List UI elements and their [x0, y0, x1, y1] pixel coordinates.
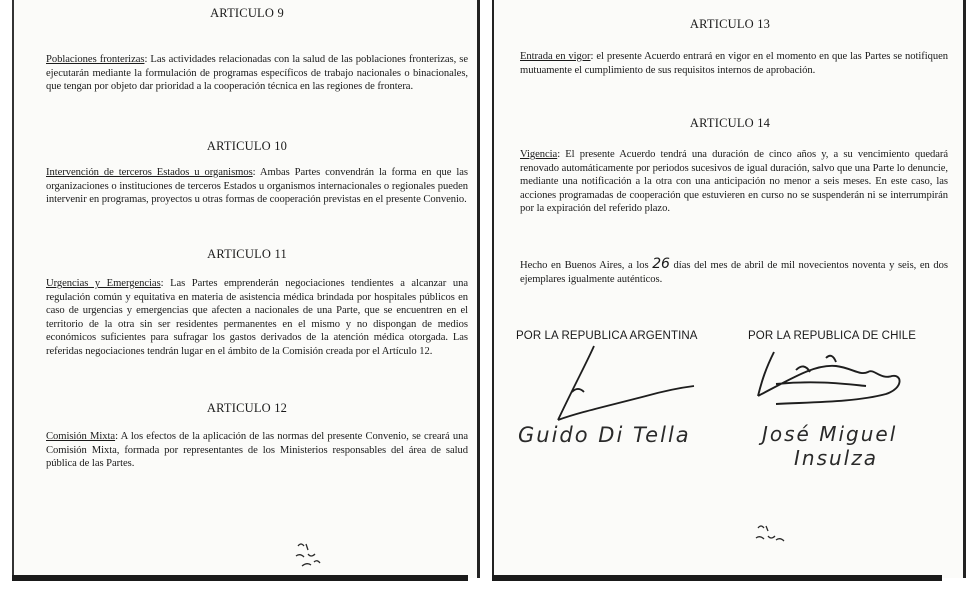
- initials-mark-right: [752, 520, 792, 550]
- article-9-term: Poblaciones fronterizas: [46, 54, 145, 65]
- article-13-text: : el presente Acuerdo entrará en vigor en el momento en que las Partes se notifiquen mutuamente el cumplimiento de sus requisitos internos de aprobación.: [520, 51, 948, 76]
- article-12-term: Comisión Mixta: [46, 431, 116, 442]
- article-12-body: [46, 430, 468, 471]
- article-9-body: [46, 53, 468, 94]
- article-11-body: [46, 277, 468, 359]
- left-page-bottom-edge: [12, 575, 468, 581]
- right-page-bottom-edge: [492, 575, 942, 581]
- closing-statement: [520, 258, 948, 286]
- closing-day: 26: [652, 256, 670, 272]
- article-10-body: [46, 166, 468, 207]
- left-page: [12, 0, 480, 578]
- chile-signatory-name-line2: Insulza: [794, 446, 878, 470]
- chile-label: POR LA REPUBLICA DE CHILE: [748, 330, 917, 342]
- article-11-heading: ARTICULO 11: [207, 247, 287, 261]
- article-9-heading: ARTICULO 9: [210, 6, 284, 20]
- article-10-heading: ARTICULO 10: [206, 139, 288, 153]
- initials-mark-left: [292, 536, 332, 572]
- article-9-text: : Las actividades relacionadas con la salud de las poblaciones fronterizas, se ejecutarán mediante la formulación de programas específicos de trabajo nacionales o binacionales, que tengan por objeto dar prioridad a la cooperación técnica en las regiones de frontera.: [46, 54, 468, 93]
- article-13-term: Entrada en vigor: [520, 51, 591, 62]
- article-10-text: : Ambas Partes convendrán la forma en que las organizaciones o instituciones de terceros Estados u organismos internacionales o regionales pueden intervenir en programas, proyectos u otras formas de cooperación previstas en el presente Convenio.: [46, 167, 468, 206]
- argentina-signatory-name: Guido Di Tella: [518, 423, 691, 447]
- argentina-label: POR LA REPUBLICA ARGENTINA: [516, 330, 698, 342]
- right-page: [492, 0, 966, 578]
- article-14-term: Vigencia: [520, 149, 558, 160]
- article-11-text: : Las Partes emprenderán negociaciones tendientes a alcanzar una regulación común y equitativa en materia de asistencia médica brindada por hospitales públicos en caso de urgencias y emergencias que afecten a nacionales de una Parte, que se encuentren en el territorio de la otra sin ser residentes permanentes en el mismo y no dispongan de medios económicos suficientes para sufragar los gastos derivados de la atención médica otorgada. Las referidas negociaciones tendrán lugar en el ámbito de la Comisión creada por el Artículo 12.: [46, 278, 468, 357]
- chile-signatory-name-line1: José Miguel: [762, 422, 898, 446]
- article-10-term: Intervención de terceros Estados u organismos: [46, 167, 253, 178]
- chile-signature: [756, 346, 906, 416]
- closing-suffix: días del mes de abril de mil novecientos noventa y seis, en dos ejemplares igualmente auténticos.: [520, 260, 948, 285]
- article-13-heading: ARTICULO 13: [689, 17, 771, 31]
- article-14-body: [520, 148, 948, 216]
- article-14-text: : El presente Acuerdo tendrá una duración de cinco años y, a su vencimiento quedará renovado automáticamente por periodos sucesivos de igual duración, salvo que una Parte lo denuncie, mediante una notificación a la otra con una anticipación no menor a seis meses. En este caso, las acciones programadas de cooperación que estuvieren en curso no se suspenderán ni se interrumpirán por la expiración del referido plazo.: [520, 149, 948, 215]
- article-12-text: : A los efectos de la aplicación de las normas del presente Convenio, se creará una Comisión Mixta, formada por representantes de los Ministerios responsables del área de salud pública de las Partes.: [46, 431, 468, 470]
- article-14-heading: ARTICULO 14: [689, 116, 771, 130]
- article-11-term: Urgencias y Emergencias: [46, 278, 161, 289]
- article-13-body: [520, 50, 948, 77]
- closing-prefix: Hecho en Buenos Aires, a los: [520, 260, 653, 271]
- argentina-signature: [546, 342, 706, 426]
- article-12-heading: ARTICULO 12: [206, 401, 288, 415]
